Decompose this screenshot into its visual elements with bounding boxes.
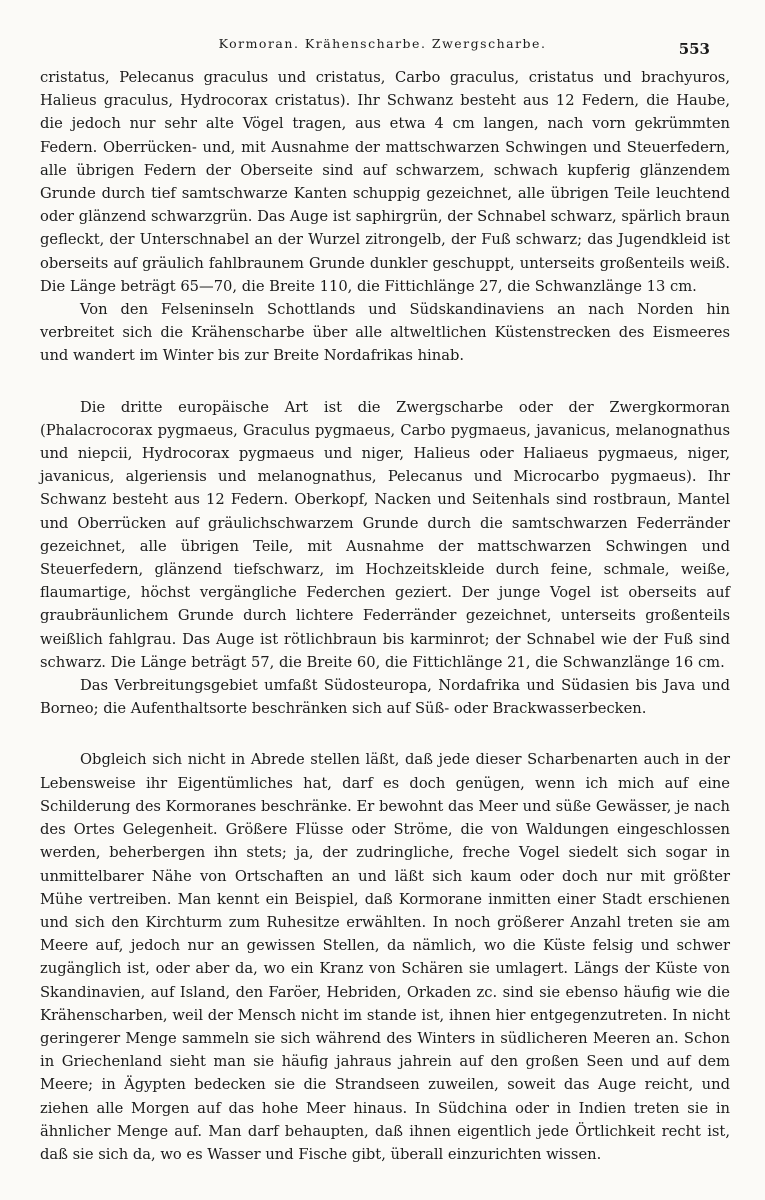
paragraph-krahenscharbe-description: cristatus, Pelecanus graculus und cristatus, Carbo graculus, cristatus und brachyuros, Halieus graculus, Hydrocorax cristatus). Ihr Schwanz besteht aus 12 Federn, die Haube, die jedoch nur sehr alte Vögel tragen, aus etwa 4 cm langen, nach vorn gekrümmten Federn. Oberrücken- und, mit Ausnahme der mattschwarzen Schwingen und Steuerfedern, alle übrigen Federn der Oberseite sind auf schwarzem, schwach kupferig glänzendem Grunde durch tief samtschwarze Kanten schuppig gezeichnet, alle übrigen Teile leuchtend oder glänzend schwarzgrün. Das Auge ist saphirgrün, der Schnabel schwarz, spärlich braun gefleckt, der Unterschnabel an der Wurzel zitrongelb, der Fuß schwarz; das Jugendkleid ist oberseits auf gräulich fahlbraunem Grunde dunkler geschuppt, unterseits großenteils weiß. Die Länge beträgt 65—70, die Breite 110, die Fittichlänge 27, die Schwanzlänge 13 cm. — [40, 69, 730, 295]
paragraph-krahenscharbe-range: Von den Felseninseln Schottlands und Südskandinaviens an nach Norden hin verbreitet sich die Krähenscharbe über alle altweltlichen Küstenstrecken des Eismeeres und wandert im Winter bis zur Breite Nordafrikas hinab. — [40, 301, 730, 365]
page-number: 553 — [678, 40, 710, 58]
section-spacer — [40, 720, 730, 748]
paragraph-zwergscharbe-range: Das Verbreitungsgebiet umfaßt Südosteuropa, Nordafrika und Südasien bis Java und Borneo; die Aufenthaltsorte beschränken sich auf Süß- oder Brackwasserbecken. — [40, 677, 730, 718]
paragraph-kormoran-habitat: Obgleich sich nicht in Abrede stellen läßt, daß jede dieser Scharbenarten auch in der Lebensweise ihr Eigentümliches hat, darf es doch genügen, wenn ich mich auf eine Schilderung des Kormoranes beschränke. Er bewohnt das Meer und süße Gewässer, je nach des Ortes Gelegenheit. Größere Flüsse oder Ströme, die von Waldungen eingeschlossen werden, beherbergen ihn stets; ja, der zudringliche, freche Vogel siedelt sich sogar in unmittelbarer Nähe von Ortschaften an und läßt sich kaum oder doch nur mit größter Mühe vertreiben. Man kennt ein Beispiel, daß Kormorane inmitten einer Stadt erschienen und sich den Kirchturm zum Ruhesitze erwählten. In noch größerer Anzahl treten sie am Meere auf, jedoch nur an gewissen Stellen, da nämlich, wo die Küste felsig und schwer zugänglich ist, oder aber da, wo ein Kranz von Schären sie umlagert. Längs der Küste von Skandinavien, auf Island, den Faröer, Hebriden, Orkaden zc. sind sie ebenso häufig wie die Krähenscharben, weil der Mensch nicht im stande ist, ihnen hier entgegenzutreten. In nicht geringerer Menge sammeln sie sich während des Winters in südlicheren Meeren an. Schon in Griechenland sieht man sie häufig jahraus jahrein auf den großen Seen und auf dem Meere; in Ägypten bedecken sie die Strandseen zuweilen, soweit das Auge reicht, und ziehen alle Morgen auf das hohe Meer hinaus. In Südchina oder in Indien treten sie in ähnlicher Menge auf. Man darf behaupten, daß ihnen eigentlich jede Örtlichkeit recht ist, daß sie sich da, wo es Wasser und Fische gibt, überall einzurichten wissen. — [40, 751, 730, 1163]
page-body — [40, 66, 730, 1166]
paragraph-zwergscharbe-description: Die dritte europäische Art ist die Zwergscharbe oder der Zwergkormoran (Phalacrocorax pygmaeus, Graculus pygmaeus, Carbo pygmaeus, javanicus, melanognathus und niepcii, Hydrocorax pygmaeus und niger, Halieus oder Haliaeus pygmaeus, niger, javanicus, algeriensis und melanognathus, Pelecanus und Microcarbo pygmaeus). Ihr Schwanz besteht aus 12 Federn. Oberkopf, Nacken und Seitenhals sind rostbraun, Mantel und Oberrücken auf gräulichschwarzem Grunde durch die samtschwarzen Federränder gezeichnet, alle übrigen Teile, mit Ausnahme der mattschwarzen Schwingen und Steuerfedern, glänzend tiefschwarz, im Hochzeitskleide durch feine, schmale, weiße, flaumartige, höchst vergängliche Federchen geziert. Der junge Vogel ist oberseits auf graubräunlichem Grunde durch lichtere Federränder gezeichnet, unterseits großenteils weißlich fahlgrau. Das Auge ist rötlichbraun bis karminrot; der Schnabel wie der Fuß sind schwarz. Die Länge beträgt 57, die Breite 60, die Fittichlänge 21, die Schwanzlänge 16 cm. — [40, 398, 730, 671]
section-spacer — [40, 368, 730, 396]
running-header: Kormoran. Krähenscharbe. Zwergscharbe. — [218, 36, 547, 51]
